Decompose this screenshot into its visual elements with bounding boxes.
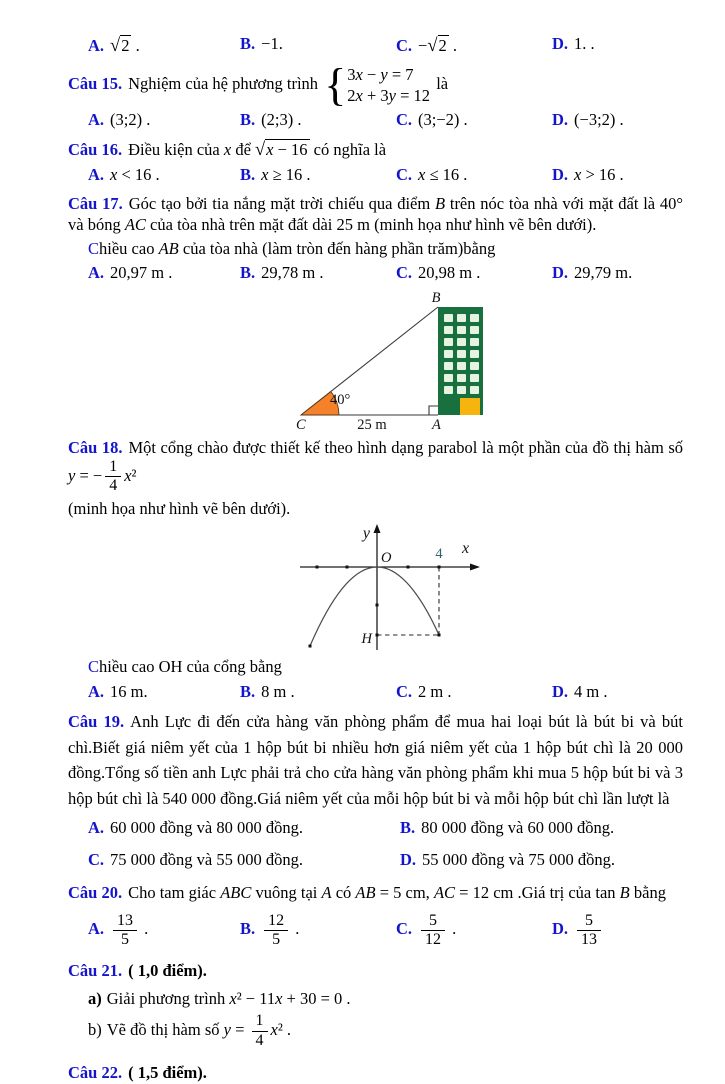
option-label: D. — [552, 919, 569, 939]
text-run: 29,78 m . — [261, 263, 324, 283]
option-text — [574, 911, 604, 949]
building-window — [444, 314, 453, 322]
text-run: x — [124, 465, 132, 485]
q20-stem — [68, 882, 683, 903]
text-run: Nghiệm của hệ phương trình — [128, 73, 323, 93]
fraction-numerator: 1 — [252, 1012, 268, 1031]
radical — [427, 33, 448, 57]
radicand — [265, 139, 309, 159]
text-run: là — [432, 73, 449, 93]
q18-stem — [68, 437, 683, 496]
text-run: = — [230, 1020, 249, 1040]
building-window — [470, 338, 479, 346]
q21-points: ( 1,0 điểm). — [128, 960, 207, 980]
option-label: C. — [396, 110, 413, 130]
option-label: D. — [552, 165, 569, 185]
figure-parabola — [292, 522, 482, 654]
radical-sign: √ — [255, 139, 266, 160]
dashed-projection-lines — [377, 567, 439, 635]
text-run: để — [231, 140, 256, 160]
q21-item-a-text — [107, 989, 351, 1008]
building-window — [470, 326, 479, 334]
text-run: 2 — [121, 36, 130, 55]
building-window — [444, 374, 453, 382]
text-run: x — [355, 86, 363, 106]
fraction-denominator: 4 — [255, 1031, 264, 1049]
building-window — [457, 326, 466, 334]
x-tick-4-label: 4 — [435, 546, 443, 563]
answer-option — [88, 109, 240, 130]
q22-heading — [68, 1062, 683, 1083]
text-run: + 30 = 0 . — [282, 988, 351, 1008]
text-run: 29,79 m. — [574, 263, 633, 283]
text-run: y — [388, 86, 396, 106]
y-axis-arrow — [374, 524, 381, 533]
answer-option — [396, 912, 552, 950]
text-run: B — [434, 193, 446, 213]
answer-option — [88, 33, 240, 57]
text-run: x — [110, 165, 118, 185]
option-text — [574, 110, 624, 129]
text-run: (2;3) . — [261, 110, 302, 130]
text-run: . — [291, 919, 300, 939]
building-window — [470, 314, 479, 322]
option-label: A. — [88, 165, 105, 185]
text-run: > 16 . — [581, 165, 624, 185]
option-text — [418, 110, 468, 129]
fraction-numerator: 12 — [264, 912, 288, 931]
option-label: A. — [88, 263, 105, 283]
answer-option — [552, 912, 683, 950]
text-run: −1. — [261, 34, 283, 53]
option-label: B. — [240, 165, 256, 185]
text-run: y — [380, 65, 388, 85]
answer-option — [552, 262, 683, 283]
text-run: ² − 11 — [236, 988, 276, 1008]
text-run: Góc tạo bởi tia nắng mặt trời chiếu qua điểm — [128, 193, 435, 213]
building-window — [457, 350, 466, 358]
building-window — [444, 386, 453, 394]
building-window — [444, 350, 453, 358]
y-axis-label: y — [362, 525, 370, 543]
text-run: . — [448, 919, 457, 939]
text-run: 3 — [347, 65, 356, 85]
origin-label: O — [381, 550, 392, 567]
fraction — [113, 912, 137, 950]
answer-option — [88, 164, 240, 185]
building-window — [457, 362, 466, 370]
answer-option — [400, 817, 683, 838]
q16-number: Câu 16. — [68, 140, 123, 160]
system-brace: { — [324, 59, 347, 111]
option-text — [261, 682, 294, 701]
text-run: (−3;2) . — [574, 110, 624, 130]
x-axis-label: x — [462, 540, 470, 558]
answer-option — [552, 681, 683, 702]
q22-points: ( 1,5 điểm). — [128, 1063, 207, 1083]
text-run: 20,98 m . — [418, 263, 481, 283]
text-run: B — [619, 883, 630, 903]
text-run: x — [355, 65, 363, 85]
building-window — [470, 350, 479, 358]
option-text — [261, 911, 300, 949]
text-run: . — [140, 919, 149, 939]
fraction — [252, 1012, 268, 1050]
answer-option — [400, 849, 683, 870]
text-run: Một cổng chào được thiết kế theo hình dạng parabol là một phần của đồ thị hàm số — [128, 437, 684, 457]
point-h-label: H — [361, 631, 372, 648]
option-label: D. — [552, 110, 569, 130]
fraction — [421, 912, 445, 950]
text-run: − 16 — [273, 140, 308, 160]
fraction — [577, 912, 601, 950]
building-window — [470, 362, 479, 370]
option-text — [574, 682, 607, 701]
radical-sign: √ — [110, 35, 121, 55]
answer-option — [552, 164, 683, 185]
question-21 — [68, 960, 683, 1051]
q22-number: Câu 22. — [68, 1063, 123, 1083]
option-text — [261, 34, 283, 53]
q20-number: Câu 20. — [68, 883, 123, 903]
building-window — [444, 362, 453, 370]
answer-option — [240, 262, 396, 283]
question-19 — [68, 709, 683, 870]
radicand — [120, 35, 131, 55]
text-run: 16 m. — [110, 681, 148, 701]
angle-label: 40° — [330, 391, 351, 408]
text-run: hiều cao — [99, 238, 159, 258]
q21-item-a-label: a) — [88, 988, 102, 1008]
text-run: ² . — [277, 1020, 292, 1040]
q16-stem — [68, 137, 683, 161]
option-label: B. — [240, 34, 256, 53]
option-text — [261, 263, 323, 282]
radical — [110, 33, 131, 57]
text-run: . — [131, 36, 140, 55]
answer-option — [88, 681, 240, 702]
option-text — [110, 818, 303, 837]
text-run: Điều kiện của — [128, 140, 224, 160]
option-label: B. — [400, 818, 416, 838]
building-window — [444, 338, 453, 346]
option-label: A. — [88, 919, 105, 939]
answer-option — [396, 164, 552, 185]
option-label: B. — [240, 919, 256, 939]
q21-item-b — [68, 1012, 683, 1050]
text-run: vuông tại — [251, 883, 322, 903]
text-run: 2 m . — [418, 681, 452, 701]
system-equations — [347, 64, 430, 106]
point-b-label: B — [431, 289, 441, 306]
right-angle-mark — [429, 406, 438, 415]
answer-option — [240, 164, 396, 185]
text-run: của tòa nhà trên mặt đất dài 25 m (minh họa như hình vẽ bên dưới). — [145, 215, 597, 235]
text-run: < 16 . — [117, 165, 160, 185]
option-text — [418, 263, 480, 282]
figure-building-triangle — [294, 289, 490, 433]
answer-option — [240, 33, 396, 54]
text-run: (3;2) . — [110, 110, 151, 130]
q15-stem — [68, 59, 683, 111]
text-run: x — [574, 165, 582, 185]
fraction-denominator: 5 — [121, 931, 130, 949]
text-run: AB — [355, 883, 376, 903]
parabola-curve — [310, 567, 439, 646]
text-run: = 7 — [387, 65, 414, 85]
point-a-label: A — [432, 416, 441, 433]
text-run: = − — [75, 465, 103, 485]
answer-option — [88, 912, 240, 950]
text-run: y — [68, 465, 76, 485]
q19-options-grid — [68, 817, 683, 870]
text-run: x — [270, 1020, 278, 1040]
text-run: của tòa nhà (làm tròn đến hàng phần trăm)bằng — [178, 238, 496, 258]
fraction-numerator: 5 — [577, 912, 601, 931]
option-text — [574, 263, 632, 282]
text-run: A — [321, 883, 332, 903]
option-label: A. — [88, 36, 105, 55]
text-run: = 12 — [396, 86, 431, 106]
fraction-denominator: 12 — [425, 931, 442, 949]
text-run: (3;−2) . — [418, 110, 468, 130]
text-run: trên nóc tòa nhà với mặt đất là 40° và bóng — [68, 193, 683, 235]
text-run: hiều cao OH của cổng bằng — [99, 657, 282, 677]
option-label: C. — [396, 681, 413, 701]
fraction — [105, 458, 121, 496]
text-run: 55 000 đồng và 75 000 đồng. — [422, 849, 615, 869]
option-text — [418, 36, 457, 55]
option-label: D. — [400, 849, 417, 869]
option-label: C. — [396, 263, 413, 283]
answer-option — [552, 109, 683, 130]
text-run: có — [331, 883, 356, 903]
text-run: 2 — [438, 36, 447, 55]
q18-stem-line2: (minh họa như hình vẽ bên dưới). — [68, 498, 291, 518]
option-text — [110, 110, 150, 129]
building-window — [457, 338, 466, 346]
option-label: D. — [552, 681, 569, 701]
text-run: 1. . — [574, 34, 595, 53]
text-run: 2 — [347, 86, 356, 106]
text-run: − — [418, 36, 428, 55]
option-text — [110, 911, 149, 949]
option-label: C. — [396, 919, 413, 939]
text-run: . — [448, 36, 457, 55]
q16-options-row — [68, 164, 683, 185]
text-run: có nghĩa là — [309, 140, 387, 160]
building-door — [460, 398, 480, 415]
text-run: 75 000 đồng và 55 000 đồng. — [110, 849, 303, 869]
answer-option — [396, 109, 552, 130]
answer-option — [396, 262, 552, 283]
text-run: 4 m . — [574, 681, 608, 701]
fraction — [264, 912, 288, 950]
option-text — [421, 818, 614, 837]
question-16 — [68, 137, 683, 185]
option-label: C. — [88, 849, 105, 869]
building-window — [457, 314, 466, 322]
fraction-denominator: 13 — [581, 931, 598, 949]
answer-option — [240, 109, 396, 130]
q16-text — [128, 140, 386, 159]
q18-subline — [68, 656, 683, 677]
q17-subline — [68, 238, 683, 259]
q21-item-a — [68, 988, 683, 1009]
q15-number: Câu 15. — [68, 73, 123, 93]
building-window — [444, 326, 453, 334]
option-label: B. — [240, 110, 256, 130]
equation-system — [324, 59, 431, 111]
text-run: x — [266, 140, 274, 160]
q17-number: Câu 17. — [68, 193, 123, 213]
question-20 — [68, 882, 683, 949]
radical-sign: √ — [427, 35, 438, 55]
text-run: AC — [124, 215, 146, 235]
answer-option — [240, 912, 396, 950]
equation-line — [347, 85, 430, 106]
base-length-label: 25 m — [357, 416, 387, 433]
text-run: + 3 — [362, 86, 389, 106]
text-run: 20,97 m . — [110, 263, 173, 283]
answer-option — [396, 33, 552, 57]
text-run: ABC — [220, 883, 252, 903]
building-window — [470, 386, 479, 394]
text-run: Giải phương trình — [106, 988, 230, 1008]
text-run: 8 m . — [261, 681, 295, 701]
building-windows — [444, 314, 479, 394]
option-text — [110, 165, 160, 184]
option-text — [261, 165, 310, 184]
radicand — [438, 35, 449, 55]
text-run: Vẽ đồ thị hàm số — [106, 1020, 224, 1040]
q18-number: Câu 18. — [68, 437, 123, 457]
q21-item-b-text — [106, 1012, 292, 1049]
radical — [255, 137, 310, 161]
option-text — [422, 850, 615, 869]
q17-text — [68, 194, 683, 234]
text-run: − — [362, 65, 381, 85]
answer-option — [396, 681, 552, 702]
text-run: ≤ 16 . — [425, 165, 468, 185]
option-label: D. — [552, 263, 569, 283]
question-22 — [68, 1062, 683, 1083]
answer-option — [88, 817, 400, 838]
q19-stem — [68, 709, 683, 811]
point-c-label: C — [296, 416, 306, 433]
building-window — [470, 374, 479, 382]
q18-options-row — [68, 681, 683, 702]
q21-heading — [68, 960, 683, 981]
text-run: AB — [158, 238, 179, 258]
text-run: = 5 cm, — [375, 883, 434, 903]
q14-options-row — [68, 33, 683, 57]
text-run: 60 000 đồng và 80 000 đồng. — [110, 818, 303, 838]
option-label: C. — [396, 165, 413, 185]
text-run: x — [275, 988, 283, 1008]
q18-text — [68, 437, 684, 495]
option-label: A. — [88, 681, 105, 701]
q19-number: Câu 19. — [68, 712, 125, 732]
answer-option — [240, 681, 396, 702]
option-text — [110, 263, 172, 282]
q15-text — [128, 59, 449, 111]
q21-item-b-label: b) — [88, 1020, 102, 1040]
option-text — [110, 36, 140, 55]
q15-options-row — [68, 109, 683, 130]
text-run: x — [418, 165, 426, 185]
q17-options-row — [68, 262, 683, 283]
q20-text — [128, 883, 666, 902]
option-label: B. — [240, 681, 256, 701]
text-run: bằng — [629, 883, 666, 903]
q20-options-row — [68, 912, 683, 950]
axes — [300, 524, 480, 650]
equation-line — [347, 64, 430, 85]
text-run: C — [88, 657, 100, 677]
q21-number: Câu 21. — [68, 960, 123, 980]
text-run: x — [229, 988, 237, 1008]
fraction-numerator: 13 — [113, 912, 137, 931]
option-text — [574, 34, 595, 53]
answer-option — [88, 849, 400, 870]
text-run: Cho tam giác — [128, 883, 221, 903]
text-run: x — [261, 165, 269, 185]
text-run: Anh Lực đi đến cửa hàng văn phòng phẩm để mua hai loại bút là bút bi và bút chì.Biết giá niêm yết của 1 hộp bút bi nhiều hơn giá niêm yết của 1 hộp bút chì là 20 000 đồng.Tổng số tiền anh Lực phải trả cho cửa hàng văn phòng phẩm khi mua 5 hộp bút bi và 3 hộp bút chì là 540 000 đồng.Giá niêm yết của mỗi hộp bút bi và mỗi hộp bút chì lần lượt là — [68, 712, 684, 808]
question-17 — [68, 193, 683, 433]
option-text — [110, 850, 303, 869]
text-run: 80 000 đồng và 60 000 đồng. — [421, 818, 615, 838]
option-text — [418, 165, 467, 184]
q19-text — [68, 712, 683, 808]
option-text — [261, 110, 301, 129]
q17-stem — [68, 193, 683, 236]
answer-option — [88, 262, 240, 283]
option-label: D. — [552, 34, 569, 53]
building-window — [457, 374, 466, 382]
option-label: C. — [396, 36, 413, 55]
fraction-numerator: 1 — [105, 458, 121, 477]
option-label: B. — [240, 263, 256, 283]
building-window — [457, 386, 466, 394]
text-run: y — [223, 1020, 231, 1040]
question-15 — [68, 59, 683, 130]
text-run: x — [223, 140, 232, 160]
option-text — [110, 682, 148, 701]
question-18 — [68, 437, 683, 703]
fraction-denominator: 5 — [272, 931, 281, 949]
option-text — [418, 911, 457, 949]
option-label: A. — [88, 818, 105, 838]
answer-option — [552, 33, 683, 54]
x-axis-arrow — [470, 564, 480, 571]
option-label: A. — [88, 110, 105, 130]
fraction-numerator: 5 — [421, 912, 445, 931]
text-run: AC — [433, 883, 456, 903]
text-run: ≥ 16 . — [268, 165, 311, 185]
text-run: ² — [131, 465, 137, 485]
option-text — [418, 682, 451, 701]
option-text — [574, 165, 624, 184]
fraction-denominator: 4 — [109, 477, 118, 495]
text-run: C — [88, 238, 100, 258]
text-run: = 12 cm .Giá trị của tan — [455, 883, 620, 903]
